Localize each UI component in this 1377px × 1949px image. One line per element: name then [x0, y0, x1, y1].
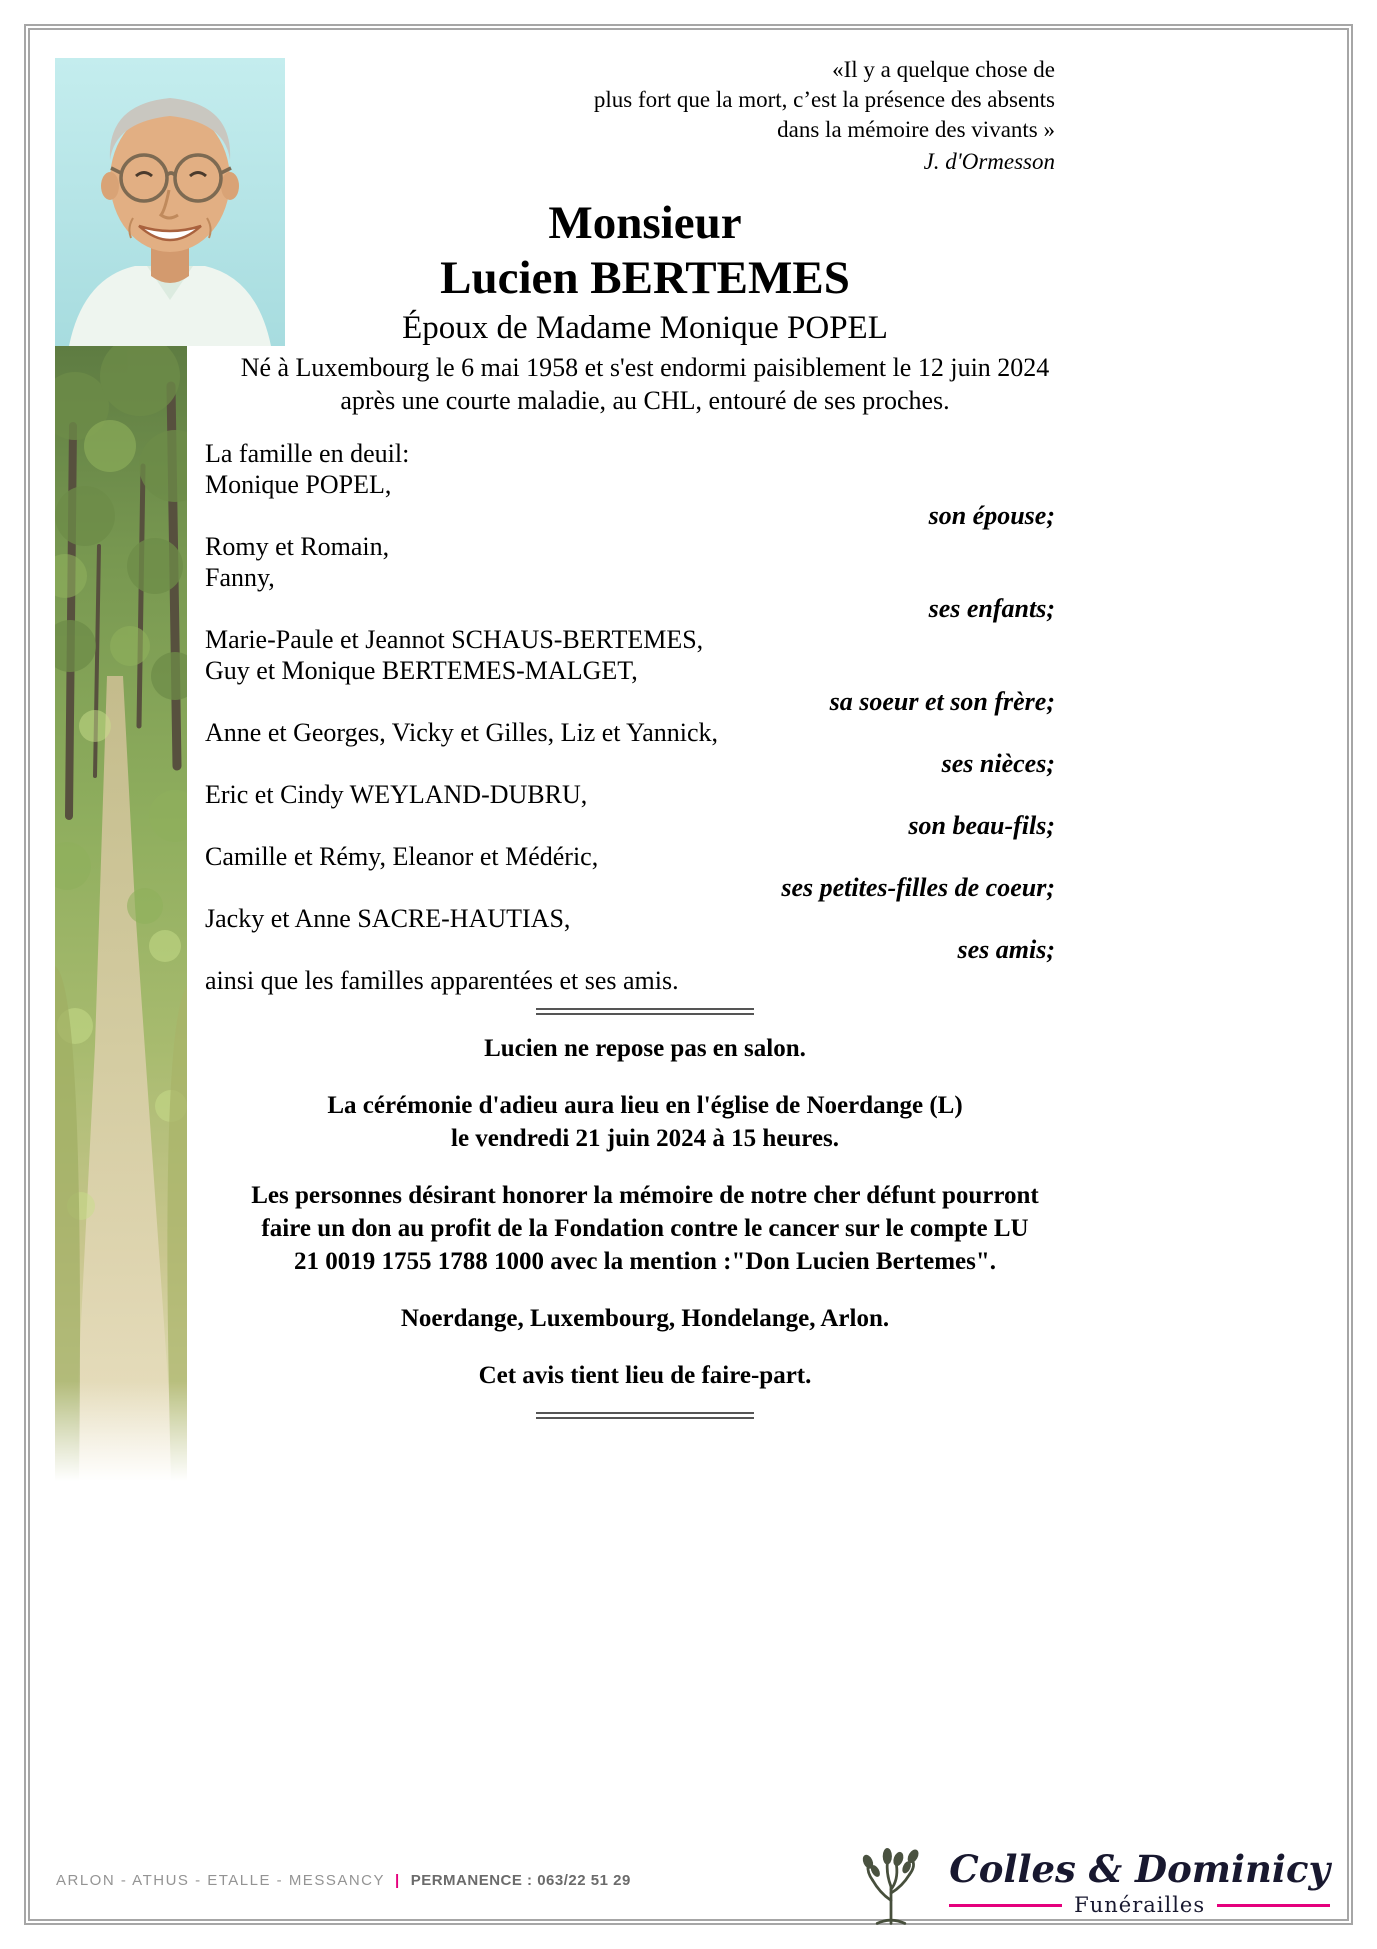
family-relation: ses nièces; [941, 749, 1055, 778]
deceased-name: Lucien BERTEMES [440, 252, 850, 304]
logo-subtitle: Funérailles [1074, 1893, 1206, 1917]
forest-path-photo [55, 346, 187, 1481]
funeral-home-logo [845, 1836, 1330, 1928]
logo-accent-line [949, 1904, 1062, 1907]
ceremony-details [251, 1089, 1038, 1155]
quote-author: J. d'Ormesson [923, 149, 1055, 174]
cities-line: Noerdange, Luxembourg, Hondelange, Arlon. [400, 1305, 890, 1332]
double-rule-divider [536, 1412, 754, 1419]
family-relation: son épouse; [928, 501, 1055, 530]
ceremony-line: La cérémonie d'adieu aura lieu en l'église de Noerdange (L) [327, 1092, 963, 1119]
family-relation: ses enfants; [928, 594, 1055, 623]
family-name: Romy et Romain, [205, 532, 390, 561]
intro-line: Né à Luxembourg le 6 mai 1958 et s'est endormi paisiblement le 12 juin 2024 [240, 353, 1050, 382]
donation-line: faire un don au profit de la Fondation contre le cancer sur le compte LU [261, 1215, 1029, 1242]
quote-line: dans la mémoire des vivants » [777, 117, 1055, 142]
family-heading: La famille en deuil: [205, 439, 410, 468]
footer-contact-line [56, 1872, 631, 1889]
footer-permanence: PERMANENCE : 063/22 51 29 [410, 1872, 631, 1889]
logo-name: Colles & Dominicy [949, 1847, 1330, 1891]
family-list [205, 438, 1055, 996]
donation-details [251, 1179, 1038, 1278]
donation-line: Les personnes désirant honorer la mémoire de notre cher défunt pourront [251, 1182, 1039, 1209]
family-name: Marie-Paule et Jeannot SCHAUS-BERTEMES, [205, 625, 704, 654]
family-closing: ainsi que les familles apparentées et ses amis. [205, 966, 679, 995]
footer-separator: | [395, 1872, 401, 1889]
spouse-line: Époux de Madame Monique POPEL [402, 310, 888, 346]
logo-accent-line [1217, 1904, 1330, 1907]
family-name: Eric et Cindy WEYLAND-DUBRU, [205, 780, 588, 809]
memorial-quote [594, 55, 1055, 177]
family-name: Jacky et Anne SACRE-HAUTIAS, [205, 904, 571, 933]
double-rule-divider [536, 1008, 754, 1015]
deceased-title: Monsieur [548, 197, 742, 249]
repose-line: Lucien ne repose pas en salon. [484, 1035, 806, 1062]
faire-part-notice: Cet avis tient lieu de faire-part. [478, 1362, 812, 1389]
quote-line: «Il y a quelque chose de [832, 57, 1055, 82]
family-name: Anne et Georges, Vicky et Gilles, Liz et Yannick, [205, 718, 719, 747]
family-relation: sa soeur et son frère; [829, 687, 1055, 716]
family-name: Guy et Monique BERTEMES-MALGET, [205, 656, 638, 685]
logo-wordmark [949, 1847, 1330, 1917]
ceremony-line: le vendredi 21 juin 2024 à 15 heures. [450, 1125, 839, 1152]
family-name: Camille et Rémy, Eleanor et Médéric, [205, 842, 599, 871]
family-relation: ses amis; [957, 935, 1055, 964]
family-relation: son beau-fils; [908, 811, 1055, 840]
quote-line: plus fort que la mort, c’est la présence des absents [593, 87, 1055, 112]
intro-line: après une courte maladie, au CHL, entouré de ses proches. [340, 386, 950, 415]
family-name: Fanny, [205, 563, 275, 592]
ceremony-info [251, 1032, 1038, 1416]
tree-icon [845, 1836, 937, 1928]
family-relation: ses petites-filles de coeur; [781, 873, 1055, 902]
family-name: Monique POPEL, [205, 470, 392, 499]
header-block [241, 196, 1050, 417]
footer-locations: ARLON - ATHUS - ETALLE - MESSANCY [56, 1872, 385, 1889]
repose-notice [251, 1032, 1038, 1065]
forest-illustration [55, 346, 187, 1481]
logo-subtitle-row [949, 1893, 1330, 1917]
donation-line: 21 0019 1755 1788 1000 avec la mention :"Don Lucien Bertemes". [293, 1248, 996, 1275]
